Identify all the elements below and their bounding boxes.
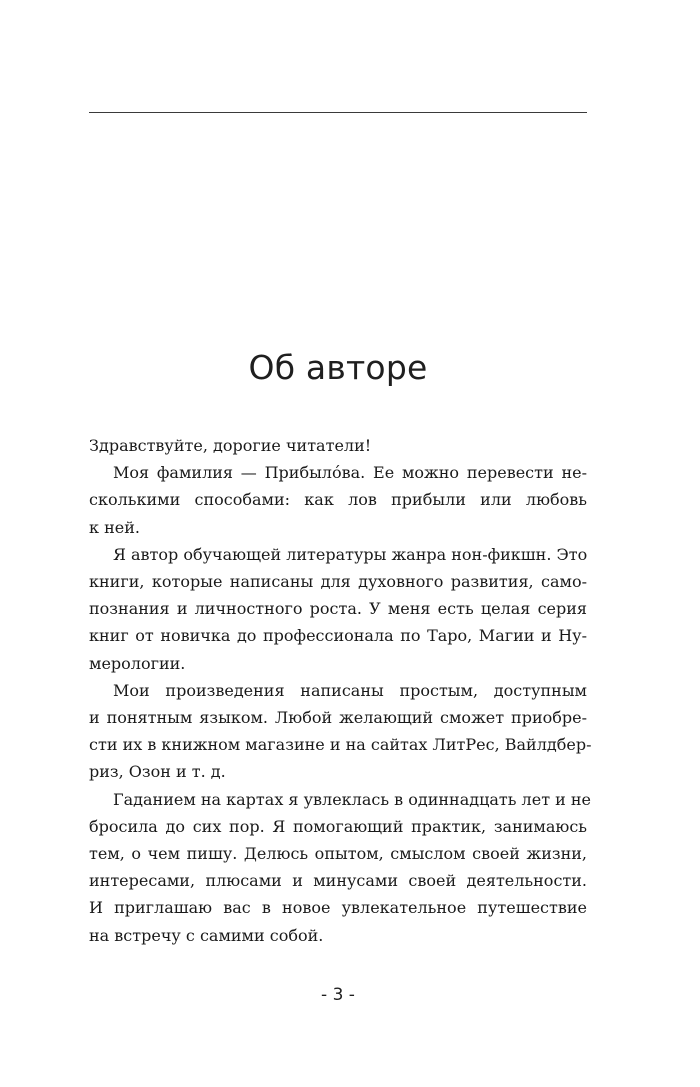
text-line: Моя фамилия — Прибыло́ва. Ее можно перевести не- [113, 463, 587, 483]
text-line: тем, о чем пишу. Делюсь опытом, смыслом своей жизни, [89, 844, 587, 864]
page-number: - 3 - [321, 985, 355, 1005]
chapter-title: Об авторе [248, 348, 428, 387]
text-line: книг от новичка до профессионала по Таро, Магии и Ну- [89, 626, 587, 646]
body-text [89, 432, 592, 949]
text-line: интересами, плюсами и минусами своей деятельности. [89, 871, 587, 891]
paragraph-greeting [89, 432, 587, 459]
paragraph-author-genre [89, 541, 587, 677]
text-line: И приглашаю вас в новое увлекательное путешествие [89, 898, 587, 918]
text-line: бросила до сих пор. Я помогающий практик, занимаюсь [89, 816, 587, 836]
text-line: к ней. [89, 517, 140, 537]
paragraph-tarot [89, 786, 592, 949]
top-rule [89, 112, 587, 113]
text-line: сти их в книжном магазине и на сайтах ЛитРес, Вайлдбер- [89, 735, 592, 755]
text-line: на встречу с самими собой. [89, 925, 324, 945]
text-line: риз, Озон и т. д. [89, 762, 226, 782]
text-line: книги, которые написаны для духовного развития, само- [89, 572, 587, 592]
text-line: Мои произведения написаны простым, доступным [113, 680, 587, 700]
paragraph-surname [89, 459, 587, 541]
text-line: Гаданием на картах я увлеклась в одиннадцать лет и не [113, 789, 592, 809]
text-line: Я автор обучающей литературы жанра нон-фикшн. Это [113, 544, 588, 564]
text-line: Здравствуйте, дорогие читатели! [89, 436, 372, 455]
text-line: познания и личностного роста. У меня есть целая серия [89, 599, 587, 619]
text-line: мерологии. [89, 653, 186, 673]
text-line: сколькими способами: как лов прибыли или любовь [89, 490, 587, 510]
text-line: и понятным языком. Любой желающий сможет приобре- [89, 708, 587, 728]
paragraph-works [89, 677, 592, 786]
